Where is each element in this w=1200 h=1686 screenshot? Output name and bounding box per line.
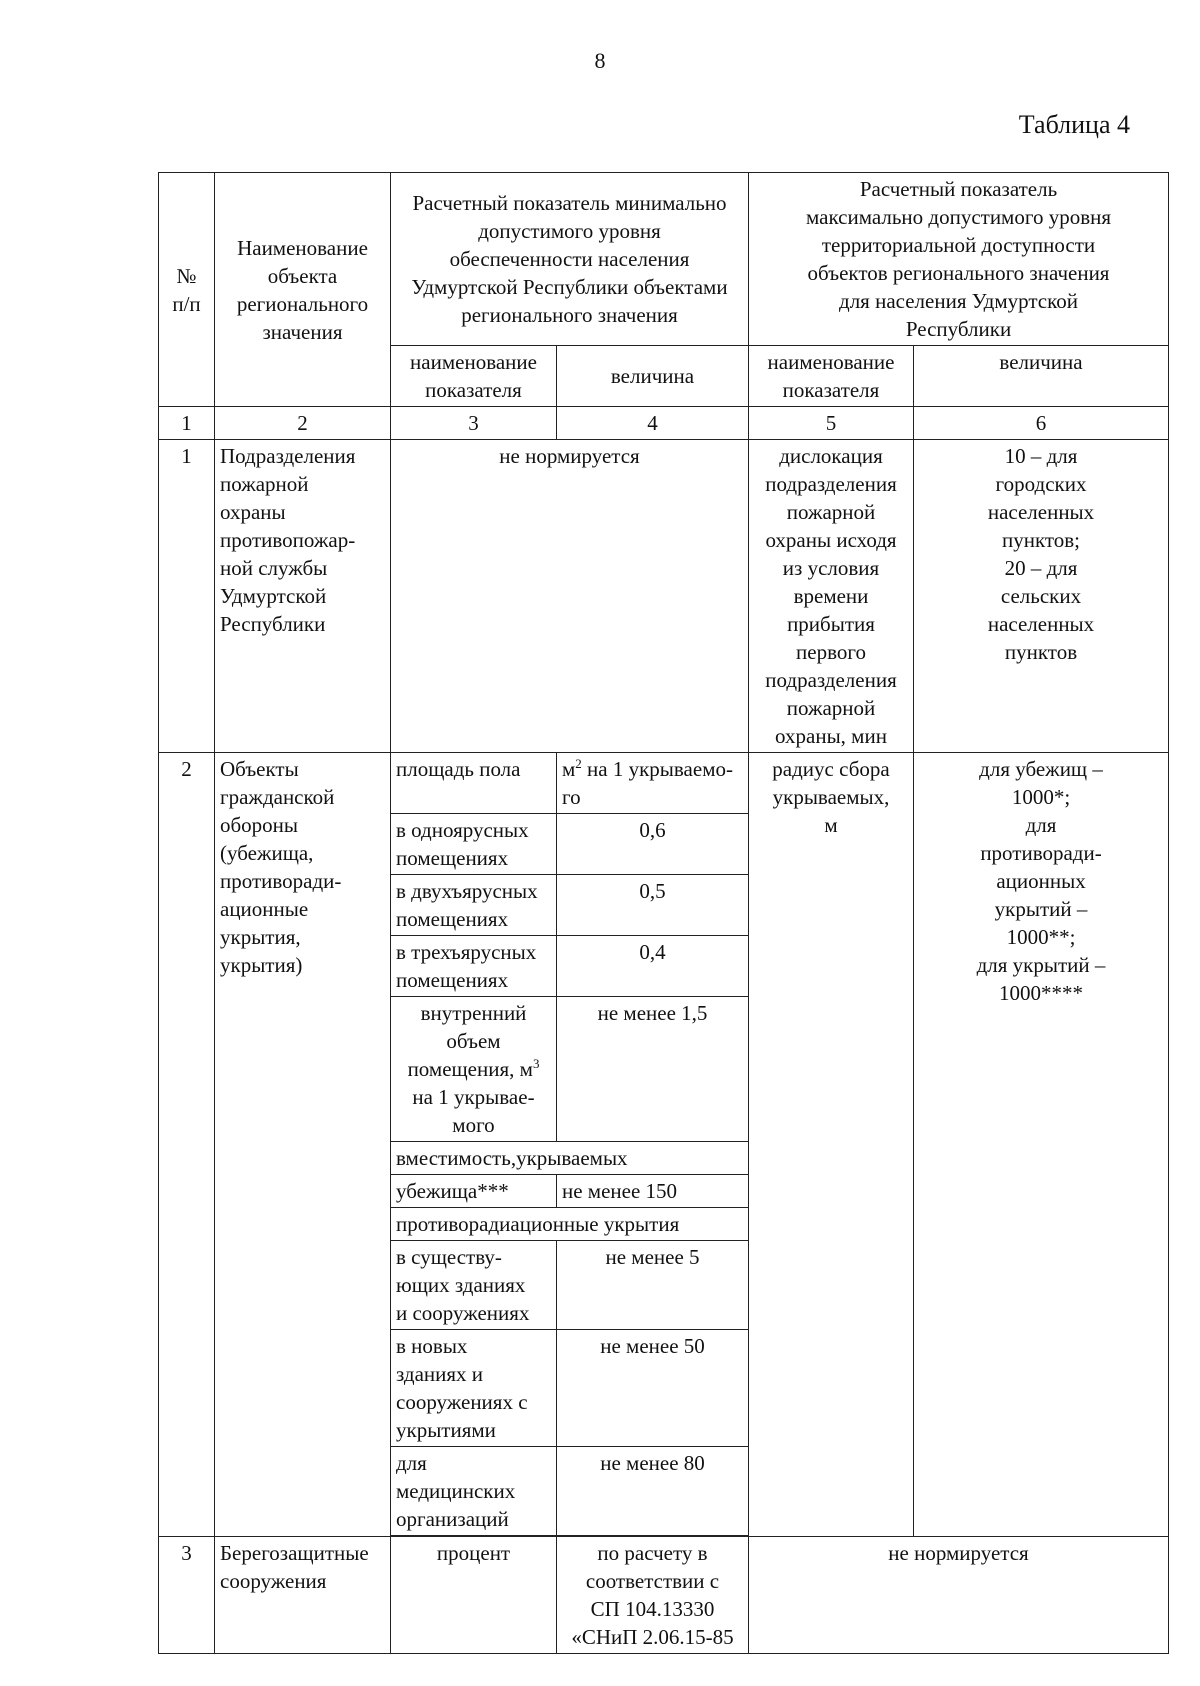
header-value-1: величина xyxy=(557,346,749,407)
two-tier-value: 0,5 xyxy=(557,875,749,936)
floor-area-label: площадь пола xyxy=(391,753,557,814)
row-num: 2 xyxy=(159,753,215,1537)
table-row xyxy=(159,440,1169,753)
object-name: Объекты гражданской обороны (убежища, противоради- ационные укрытия, укрытия) xyxy=(215,753,391,1537)
floor-area-unit: $м^2$ на 1 укрываемо- го xyxy=(557,753,749,814)
header-indicator-name-2: наименование показателя xyxy=(749,346,914,407)
header-value-2: величина xyxy=(914,346,1169,407)
header-min-indicator: Расчетный показатель минимально допустимого уровня обеспеченности населения Удмуртской Республики объектами регионального значения xyxy=(391,173,749,346)
shelters-value: не менее 150 xyxy=(557,1175,749,1208)
object-name: Подразделения пожарной охраны противопожар- ной службы Удмуртской Республики xyxy=(215,440,391,753)
max-indicator: не нормируется xyxy=(749,1537,1169,1654)
table-title: Таблица 4 xyxy=(1018,110,1130,139)
max-indicator-name: радиус сбора укрываемых, м xyxy=(749,753,914,1537)
page-number: 8 xyxy=(594,48,606,73)
col-num: 3 xyxy=(391,407,557,440)
two-tier-label: в двухъярусных помещениях xyxy=(391,875,557,936)
header-object-name: Наименование объекта регионального значения xyxy=(215,173,391,407)
column-numbers-row xyxy=(159,407,1169,440)
row-num: 3 xyxy=(159,1537,215,1654)
col-num: 1 xyxy=(159,407,215,440)
max-indicator-value: 10 – для городских населенных пунктов; 20 – для сельских населенных пунктов xyxy=(914,440,1169,753)
volume-value: не менее 1,5 xyxy=(557,997,749,1142)
table-row xyxy=(159,1537,1169,1654)
existing-buildings-label: в существу- ющих зданиях и сооружениях xyxy=(391,1241,557,1330)
antirad-label: противорадиационные укрытия xyxy=(391,1208,749,1241)
new-buildings-value: не менее 50 xyxy=(557,1330,749,1447)
volume-label: внутренний объем помещения, $м^3$ на 1 укрывае- мого xyxy=(391,997,557,1142)
one-tier-label: в одноярусных помещениях xyxy=(391,814,557,875)
min-indicator-value: по расчету в соответствии с СП 104.13330 «СНиП 2.06.15-85 xyxy=(557,1537,749,1654)
col-num: 2 xyxy=(215,407,391,440)
three-tier-label: в трехъярусных помещениях xyxy=(391,936,557,997)
data-table xyxy=(158,172,1169,1654)
row-num: 1 xyxy=(159,440,215,753)
table-row xyxy=(159,753,1169,814)
shelters-label: убежища*** xyxy=(391,1175,557,1208)
object-name: Берегозащитные сооружения xyxy=(215,1537,391,1654)
min-indicator: не нормируется xyxy=(391,440,749,753)
medical-value: не менее 80 xyxy=(557,1447,749,1536)
new-buildings-label: в новых зданиях и сооружениях с укрытиями xyxy=(391,1330,557,1447)
header-max-indicator: Расчетный показатель максимально допустимого уровня территориальной доступности объектов регионального значения для населения Удмуртской Республики xyxy=(749,173,1169,346)
medical-label: для медицинских организаций xyxy=(391,1447,557,1536)
one-tier-value: 0,6 xyxy=(557,814,749,875)
three-tier-value: 0,4 xyxy=(557,936,749,997)
header-indicator-name-1: наименование показателя xyxy=(391,346,557,407)
max-indicator-name: дислокация подразделения пожарной охраны исходя из условия времени прибытия первого подразделения пожарной охраны, мин xyxy=(749,440,914,753)
max-indicator-value: для убежищ – 1000*; для противоради- ационных укрытий – 1000**; для укрытий – 1000**** xyxy=(914,753,1169,1537)
col-num: 4 xyxy=(557,407,749,440)
existing-buildings-value: не менее 5 xyxy=(557,1241,749,1330)
capacity-label: вместимость,укрываемых xyxy=(391,1142,749,1175)
col-num: 6 xyxy=(914,407,1169,440)
header-row xyxy=(159,173,1169,346)
min-indicator-name: процент xyxy=(391,1537,557,1654)
header-num: № п/п xyxy=(159,173,215,407)
col-num: 5 xyxy=(749,407,914,440)
